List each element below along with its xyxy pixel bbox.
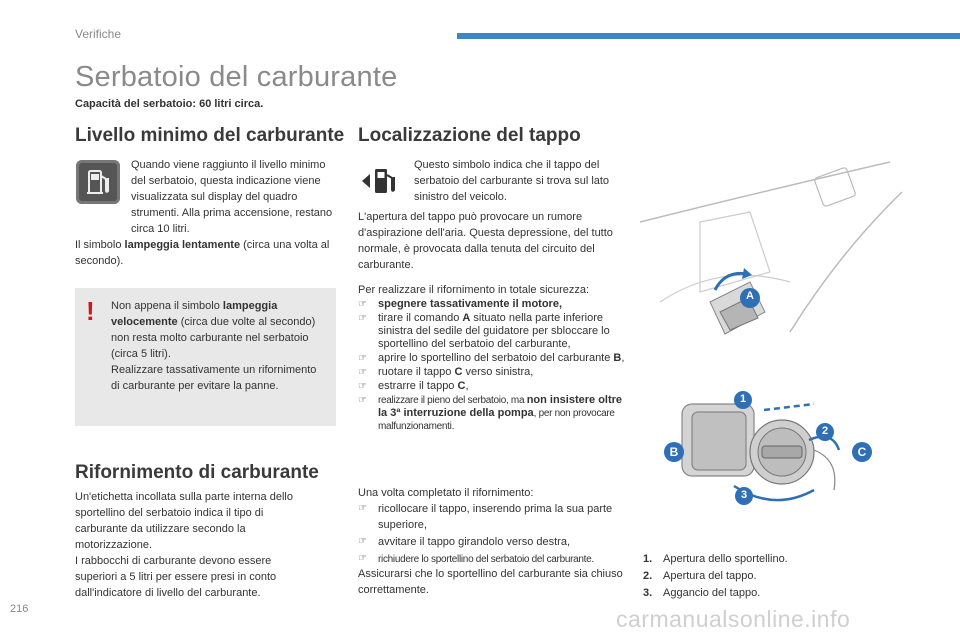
list-item: ☞ avvitare il tappo girandolo verso destra, [358, 536, 570, 548]
bullet-icon: ☞ [358, 536, 367, 547]
closing-note: Assicurarsi che lo sportellino del carburante sia chiuso correttamente. [358, 568, 623, 596]
warning-text: Non appena il simbolo lampeggia velocemente (circa due volte al secondo) non resta molto carburante nel serbatoio (circa 5 litri). Realizzare tassativamente un rifornimento di carburante per evitare la panne. [111, 300, 317, 392]
watermark-site: carmanualsonline.info [616, 606, 851, 632]
heading-localizzazione-tappo: Localizzazione del tappo [358, 125, 581, 146]
heading-rifornimento: Rifornimento di carburante [75, 462, 319, 483]
rifornimento-label-text: Un'etichetta incollata sulla parte interna dello sportellino del serbatoio indica il tipo di carburante da utilizzare secondo la motorizzazione. I rabbocchi di carburante devono essere superiori a 5 litri per essere presi in conto dall'indicatore di livello del carburante. [75, 491, 293, 599]
bullet-icon: ☞ [358, 367, 367, 378]
callout-2: 2 [821, 425, 829, 437]
after-refuel-intro: Una volta completato il rifornimento: [358, 487, 534, 499]
page-title: Serbatoio del carburante [75, 61, 398, 93]
bullet-icon: ☞ [358, 395, 367, 406]
page-number: 216 [10, 603, 29, 615]
steps-intro: Per realizzare il rifornimento in totale sicurezza: [358, 284, 590, 296]
fuel-cap-illustration [664, 390, 874, 518]
legend-item: 1. Apertura dello sportellino. [643, 553, 788, 565]
callout-c: C [857, 445, 867, 459]
legend-item: 3. Aggancio del tappo. [643, 587, 761, 599]
after-refuel-list [358, 501, 628, 569]
callout-a: A [746, 290, 754, 302]
warning-exclamation-icon: ! [86, 296, 95, 326]
list-item: ☞ richiudere lo sportellino del serbatoio del carburante. [358, 553, 594, 565]
capacity-note: Capacità del serbatoio: 60 litri circa. [75, 98, 264, 110]
section-label: Verifiche [75, 27, 122, 41]
refuel-steps-list [358, 298, 628, 434]
legend-item: 2. Apertura del tappo. [643, 570, 757, 582]
bullet-icon: ☞ [358, 503, 367, 514]
bullet-icon: ☞ [358, 353, 367, 364]
header-rule [457, 33, 960, 39]
list-item: ☞ aprire lo sportellino del serbatoio del carburante B, [358, 352, 625, 364]
callout-1: 1 [739, 393, 747, 405]
list-item: ☞ ruotare il tappo C verso sinistra, [358, 366, 534, 378]
localizzazione-intro: Questo simbolo indica che il tappo del serbatoio del carburante si trova sul lato sinistro del veicolo. [414, 159, 610, 203]
list-item: ☞ ricollocare il tappo, inserendo prima la sua parte superiore, [358, 503, 613, 531]
callout-3: 3 [740, 489, 748, 501]
bullet-icon: ☞ [358, 553, 367, 564]
fuel-pump-side-icon [360, 166, 404, 196]
bullet-icon: ☞ [358, 381, 367, 392]
list-item: ☞ tirare il comando A situato nella parte inferiore sinistra del sedile del guidatore per sbloccare lo sportellino del serbatoio del carburante, [358, 312, 610, 350]
heading-livello-minimo: Livello minimo del carburante [75, 125, 345, 146]
bullet-icon: ☞ [358, 313, 367, 324]
livello-description: Quando viene raggiunto il livello minimo del serbatoio, questa indicazione viene visualizzata sul display del quadro strumenti. Alla prima accensione, restano circa 10 litri. [131, 159, 333, 235]
list-item: ☞ estrarre il tappo C, [358, 380, 469, 392]
callout-b: B [669, 445, 679, 459]
list-item: ☞ spegnere tassativamente il motore, [358, 298, 563, 310]
figure-legend [643, 551, 788, 602]
livello-blink-note: Il simbolo lampeggia lentamente (circa una volta al secondo). [75, 239, 330, 267]
bullet-icon: ☞ [358, 299, 367, 310]
fuel-pump-warning-icon [76, 160, 120, 204]
list-item: ☞ realizzare il pieno del serbatoio, ma non insistere oltre la 3ª interruzione della pompa, per non provocare malfunzionamenti. [358, 394, 623, 432]
fuel-door-release-illustration [640, 152, 906, 338]
aspirazione-note: L'apertura del tappo può provocare un rumore d'aspirazione dell'aria. Questa depressione, del tutto normale, è provocata dalla tenuta del circuito del carburante. [358, 211, 613, 271]
